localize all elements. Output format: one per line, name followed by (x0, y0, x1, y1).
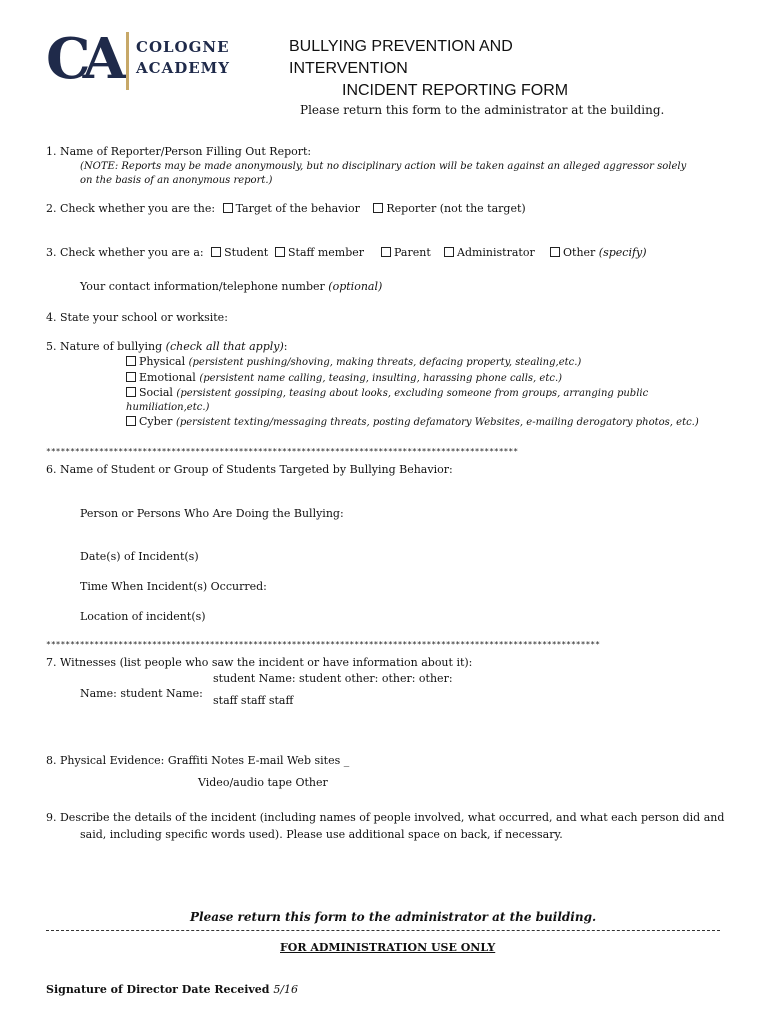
checkbox-reporter[interactable] (373, 203, 383, 213)
q3-option-parent: Parent (394, 246, 431, 259)
q3-staff (275, 246, 364, 259)
q3-parent (381, 246, 431, 259)
q5-cyber-note: (persistent texting/messaging threats, posting defamatory Websites, e-mailing derogatory photos, etc.) (175, 417, 699, 428)
q7-row-1: student Name: student other: other: other: (213, 672, 453, 685)
q3-other-note: (specify) (598, 246, 647, 259)
q5-social-label: Social (139, 386, 173, 399)
signature-row (46, 983, 298, 996)
q6-time-label: Time When Incident(s) Occurred: (80, 580, 267, 593)
q6-dates-label: Date(s) of Incident(s) (80, 550, 199, 563)
q3-contact-note: (optional) (328, 280, 383, 293)
q8-label: 8. Physical Evidence: Graffiti Notes E-mail Web sites _ (46, 754, 350, 767)
separator-stars-1: ************************************************************************************************** (46, 447, 519, 456)
q1-note-line-2: on the basis of an anonymous report.) (80, 175, 273, 186)
footer-dashed-divider (46, 930, 720, 931)
q5-label: 5. Nature of bullying (46, 340, 163, 353)
q2-row (46, 202, 526, 215)
separator-stars-2: ******************************************************************************************************************* (46, 640, 600, 649)
q1-label: 1. Name of Reporter/Person Filling Out Report: (46, 145, 312, 158)
q2-option-reporter: Reporter (not the target) (386, 202, 526, 215)
checkbox-target[interactable] (223, 203, 233, 213)
footer-return-note: Please return this form to the administrator at the building. (190, 910, 597, 924)
admin-only-heading: FOR ADMINISTRATION USE ONLY (280, 941, 496, 954)
q5-emotional-label: Emotional (139, 371, 196, 384)
q9-line-2: said, including specific words used). Please use additional space on back, if necessary. (80, 828, 563, 841)
checkbox-cyber[interactable] (126, 416, 136, 426)
logo-mark: CA (46, 26, 119, 92)
q5-social-note-1: (persistent gossiping, teasing about looks, excluding someone from groups, arranging public (176, 388, 649, 399)
school-logo (46, 28, 236, 92)
q7-row-2: staff staff staff (213, 694, 294, 707)
q3-other (550, 246, 647, 259)
q3-contact-label: Your contact information/telephone number (80, 280, 325, 293)
q5-cyber-label: Cyber (139, 415, 173, 428)
date-received: 5/16 (273, 983, 299, 996)
form-title-line-1: BULLYING PREVENTION AND (289, 38, 513, 55)
checkbox-other[interactable] (550, 247, 560, 257)
q8-line-2: Video/audio tape Other (198, 776, 328, 789)
q3-option-staff: Staff member (288, 246, 365, 259)
q5-cyber (126, 415, 699, 428)
q2-option-target: Target of the behavior (235, 202, 360, 215)
logo-divider (126, 32, 129, 90)
q5-physical (126, 355, 581, 368)
checkbox-physical[interactable] (126, 356, 136, 366)
checkbox-staff[interactable] (275, 247, 285, 257)
q5-social-note-2: humiliation,etc.) (126, 402, 210, 413)
checkbox-social[interactable] (126, 387, 136, 397)
checkbox-parent[interactable] (381, 247, 391, 257)
q9-line-1: 9. Describe the details of the incident (including names of people involved, what occurred, and what each person did and (46, 811, 725, 824)
q3-contact (80, 280, 382, 293)
q3-option-administrator: Administrator (457, 246, 535, 259)
signature-label: Signature of Director Date Received (46, 983, 270, 996)
q2-label: 2. Check whether you are the: (46, 202, 216, 215)
q6-location-label: Location of incident(s) (80, 610, 206, 623)
form-title-line-3: INCIDENT REPORTING FORM (342, 82, 569, 99)
q3-label-row (46, 246, 268, 259)
q7-label: 7. Witnesses (list people who saw the incident or have information about it): (46, 656, 473, 669)
q3-option-student: Student (224, 246, 269, 259)
q5-emotional (126, 371, 562, 384)
q3-administrator (444, 246, 535, 259)
q5-label-note: (check all that apply) (165, 340, 284, 353)
q4-label: 4. State your school or worksite: (46, 311, 228, 324)
q5-emotional-note: (persistent name calling, teasing, insulting, harassing phone calls, etc.) (199, 373, 563, 384)
form-subtitle: Please return this form to the administrator at the building. (300, 103, 665, 117)
q5-physical-label: Physical (139, 355, 186, 368)
q5-physical-note: (persistent pushing/shoving, making threats, defacing property, stealing,etc.) (188, 357, 582, 368)
form-title-line-2: INTERVENTION (289, 60, 408, 77)
checkbox-administrator[interactable] (444, 247, 454, 257)
q6-label: 6. Name of Student or Group of Students Targeted by Bullying Behavior: (46, 463, 453, 476)
q3-option-other: Other (563, 246, 596, 259)
checkbox-student[interactable] (211, 247, 221, 257)
q3-label: 3. Check whether you are a: (46, 246, 204, 259)
q7-name-label: Name: student Name: (80, 687, 203, 700)
checkbox-emotional[interactable] (126, 372, 136, 382)
logo-line-2: ACADEMY (136, 59, 230, 77)
q1-note-line-1: (NOTE: Reports may be made anonymously, but no disciplinary action will be taken against an alleged aggressor solely (80, 161, 687, 172)
q5-label-row: 5. Nature of bullying (check all that apply): (46, 340, 288, 353)
q6-persons-label: Person or Persons Who Are Doing the Bullying: (80, 507, 344, 520)
q5-social (126, 386, 648, 399)
logo-line-1: COLOGNE (136, 38, 230, 56)
